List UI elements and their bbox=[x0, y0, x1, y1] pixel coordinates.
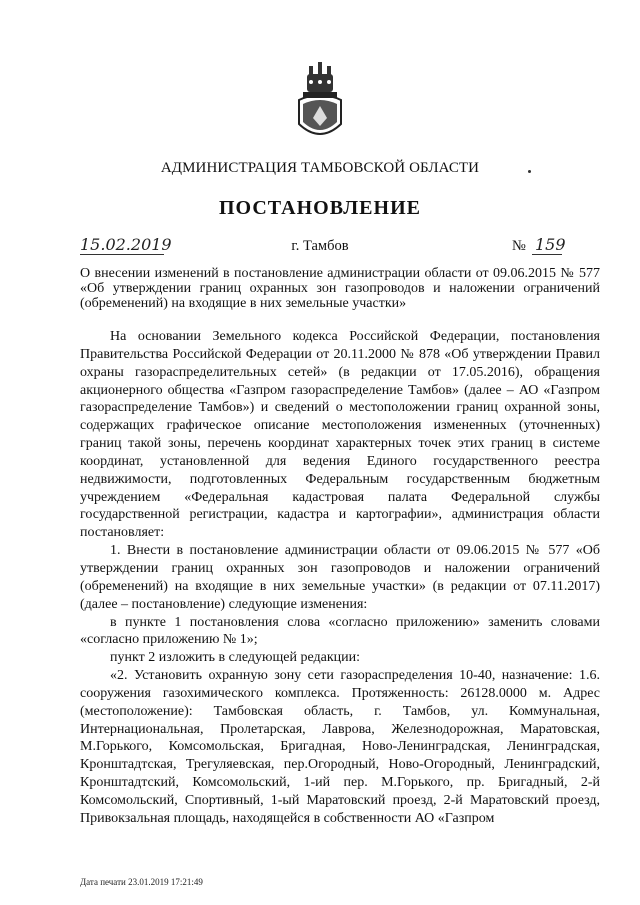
print-date-footer: Дата печати 23.01.2019 17:21:49 bbox=[80, 877, 203, 887]
body-paragraph-item-1: 1. Внести в постановление администрации области от 09.06.2015 № 577 «Об утверждении границ охранных зон газопроводов и наложении ограничений (обременений) на входящие в них земельные участки» (в редакции от 07.11.2017) (далее – постановление) следующие изменения: bbox=[80, 543, 600, 612]
document-number: 159 bbox=[535, 235, 566, 254]
body-paragraph-new-clause-2: «2. Установить охранную зону сети газораспределения 10-40, назначение: 1.6. сооружения газохимического комплекса. Протяженность: 26128.0000 м. Адрес (местоположение): Тамбовская область, г. Тамбов, ул. Коммунальная, Интернациональная, Пролетарская, Лаврова, Железнодорожная, Маратовская, М.Горького, Комсомольская, Бригадная, Ново-Ленинградская, Ленинградская, Кронштадтская, Трегуляевская, пер.Огородный, Ново-Огородный, Ленинградский, Кронштадтский, Комсомольский, 1-ий пер. М.Горького, пр. Бригадный, 2-й Комсомольский, Спортивный, 1-ый Маратовский проезд, 2-й Маратовский проезд, Привокзальная площадь, находящейся в собственности АО «Газпром bbox=[80, 668, 600, 826]
number-underline bbox=[532, 254, 562, 255]
body-paragraph-amendment-2: пункт 2 изложить в следующей редакции: bbox=[110, 650, 360, 666]
document-subject: О внесении изменений в постановление администрации области от 09.06.2015 № 577 «Об утверждении границ охранных зон газопроводов и наложении ограничений (обременений) на входящие в них земельные участки» bbox=[80, 266, 600, 311]
body-paragraph-preamble: На основании Земельного кодекса Российской Федерации, постановления Правительства Российской Федерации от 20.11.2000 № 878 «Об утверждении Правил охраны газораспределительных сетей» (в редакции от 17.05.2016), обращения акционерного общества «Газпром газораспределение Тамбов» (далее – АО «Газпром газораспределение Тамбов») и сведений о местоположении границ охранной зоны, содержащих графическое описание местоположения измененных (уточненных) границ такой зоны, перечень координат характерных точек этих границ в системе координат, установленной для ведения Единого государственного реестра недвижимости, подготовленных Федеральным государственным бюджетным учреждением «Федеральная кадастровая палата Федеральной службы государственной регистрации, кадастра и картографии», администрация области постановляет: bbox=[80, 329, 600, 541]
document-number-label: № bbox=[512, 238, 526, 254]
organization-name: АДМИНИСТРАЦИЯ ТАМБОВСКОЙ ОБЛАСТИ bbox=[160, 160, 480, 176]
document-body bbox=[80, 328, 600, 828]
document-city: г. Тамбов bbox=[291, 238, 349, 254]
document-date: 15.02.2019 bbox=[80, 235, 172, 254]
stray-dot bbox=[528, 170, 531, 173]
body-paragraph-amendment-1: в пункте 1 постановления слова «согласно приложению» заменить словами «согласно приложению № 1»; bbox=[80, 614, 600, 648]
document-type-title: ПОСТАНОВЛЕНИЕ bbox=[219, 197, 421, 219]
coat-of-arms-emblem bbox=[291, 60, 349, 146]
